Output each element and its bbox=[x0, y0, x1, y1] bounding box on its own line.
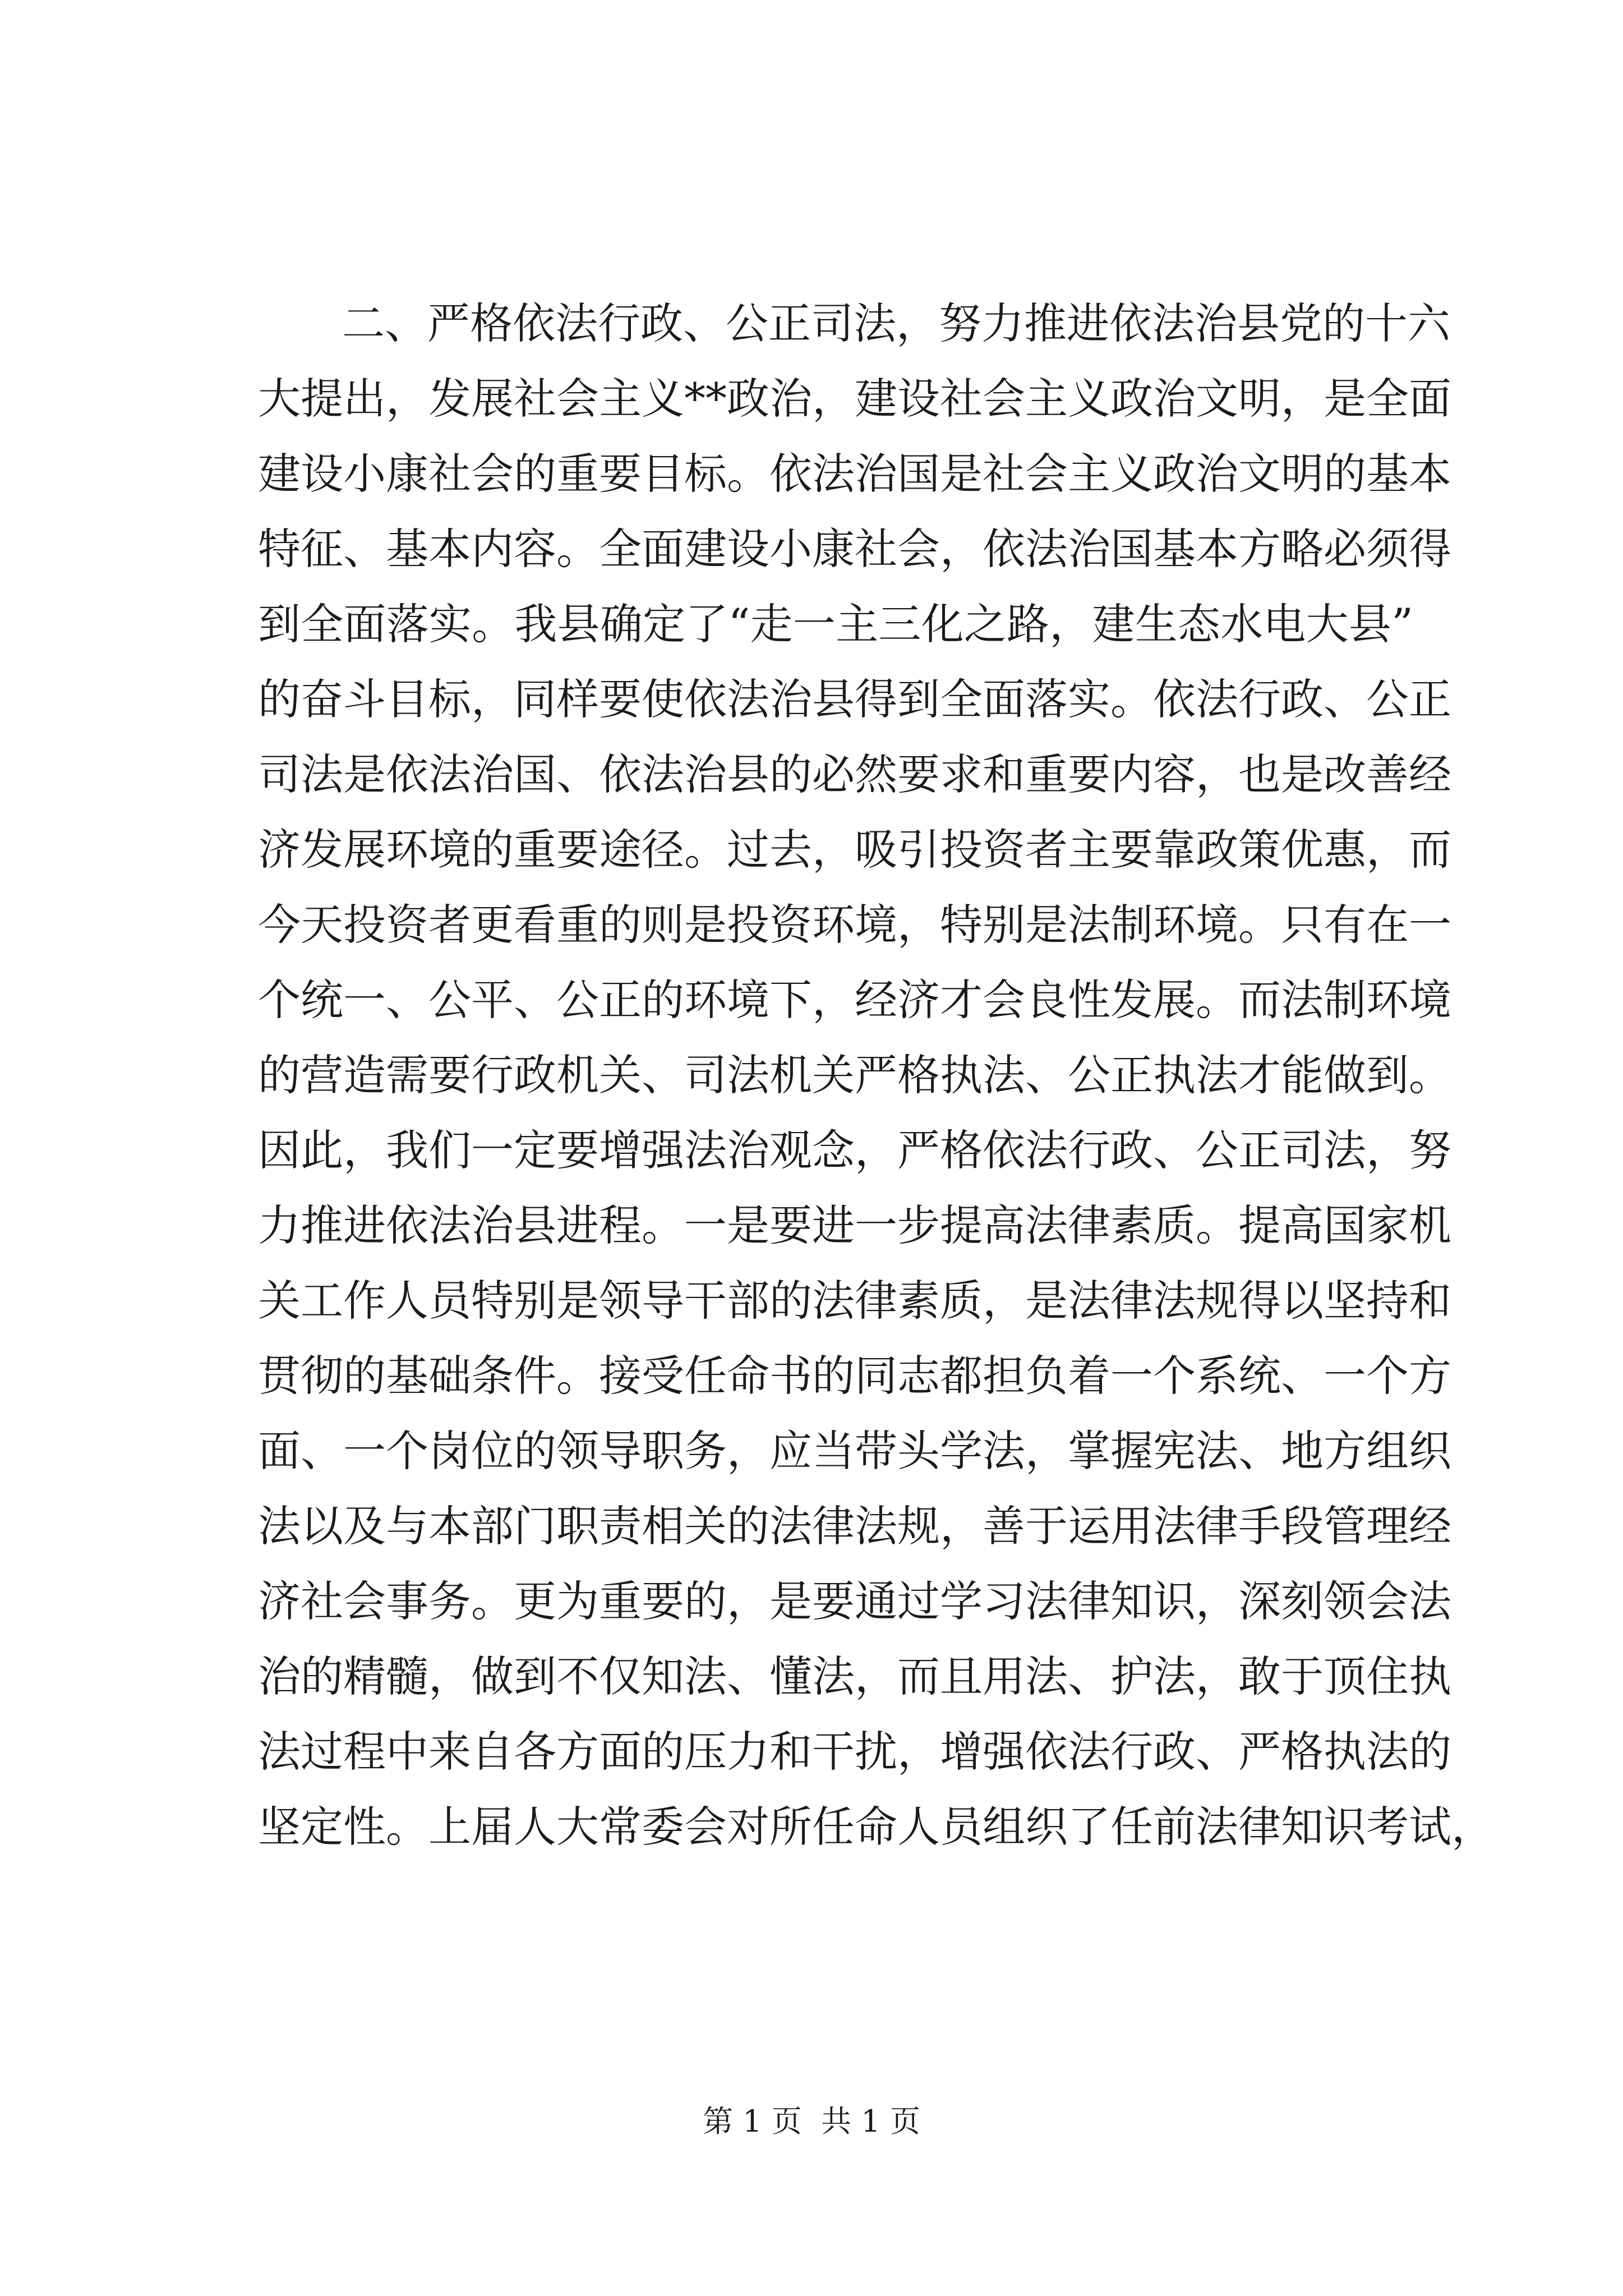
text-line: 司法是依法治国、依法治县的必然要求和重要内容，也是改善经 bbox=[258, 749, 1451, 799]
text-line: 法以及与本部门职责相关的法律法规，善于运用法律手段管理经 bbox=[258, 1501, 1451, 1551]
text-line: 到全面落实。我县确定了“走一主三化之路，建生态水电大县” bbox=[258, 599, 1413, 649]
text-line: 力推进依法治县进程。一是要进一步提高法律素质。提高国家机 bbox=[258, 1200, 1451, 1250]
text-line: 的营造需要行政机关、司法机关严格执法、公正执法才能做到。 bbox=[258, 1050, 1451, 1100]
text-line: 面、一个岗位的领导职务，应当带头学法，掌握宪法、地方组织 bbox=[258, 1426, 1451, 1476]
text-line: 贯彻的基础条件。接受任命书的同志都担负着一个系统、一个方 bbox=[258, 1351, 1451, 1401]
text-line: 特征、基本内容。全面建设小康社会，依法治国基本方略必须得 bbox=[258, 524, 1451, 574]
text-line: 二、严格依法行政、公正司法，努力推进依法治县党的十六 bbox=[342, 298, 1450, 348]
text-line: 法过程中来自各方面的压力和干扰，增强依法行政、严格执法的 bbox=[258, 1727, 1451, 1777]
text-line: 治的精髓，做到不仅知法、懂法，而且用法、护法，敢于顶住执 bbox=[258, 1651, 1451, 1701]
text-line: 今天投资者更看重的则是投资环境，特别是法制环境。只有在一 bbox=[258, 900, 1451, 950]
text-line: 建设小康社会的重要目标。依法治国是社会主义政治文明的基本 bbox=[258, 449, 1451, 499]
text-line: 大提出，发展社会主义**政治，建设社会主义政治文明，是全面 bbox=[258, 374, 1451, 424]
text-line: 个统一、公平、公正的环境下，经济才会良性发展。而法制环境 bbox=[258, 975, 1451, 1025]
text-line: 坚定性。上届人大常委会对所任命人员组织了任前法律知识考试， bbox=[258, 1802, 1494, 1852]
text-line: 的奋斗目标，同样要使依法治县得到全面落实。依法行政、公正 bbox=[258, 674, 1451, 724]
text-line: 关工作人员特别是领导干部的法律素质，是法律法规得以坚持和 bbox=[258, 1276, 1451, 1326]
text-line: 济发展环境的重要途径。过去，吸引投资者主要靠政策优惠，而 bbox=[258, 825, 1451, 875]
document-body bbox=[258, 286, 1494, 1865]
text-line: 因此，我们一定要增强法治观念，严格依法行政、公正司法，努 bbox=[258, 1125, 1451, 1175]
text-line: 济社会事务。更为重要的，是要通过学习法律知识，深刻领会法 bbox=[258, 1576, 1451, 1626]
page-footer: 第 1 页 共 1 页 bbox=[703, 2104, 920, 2139]
